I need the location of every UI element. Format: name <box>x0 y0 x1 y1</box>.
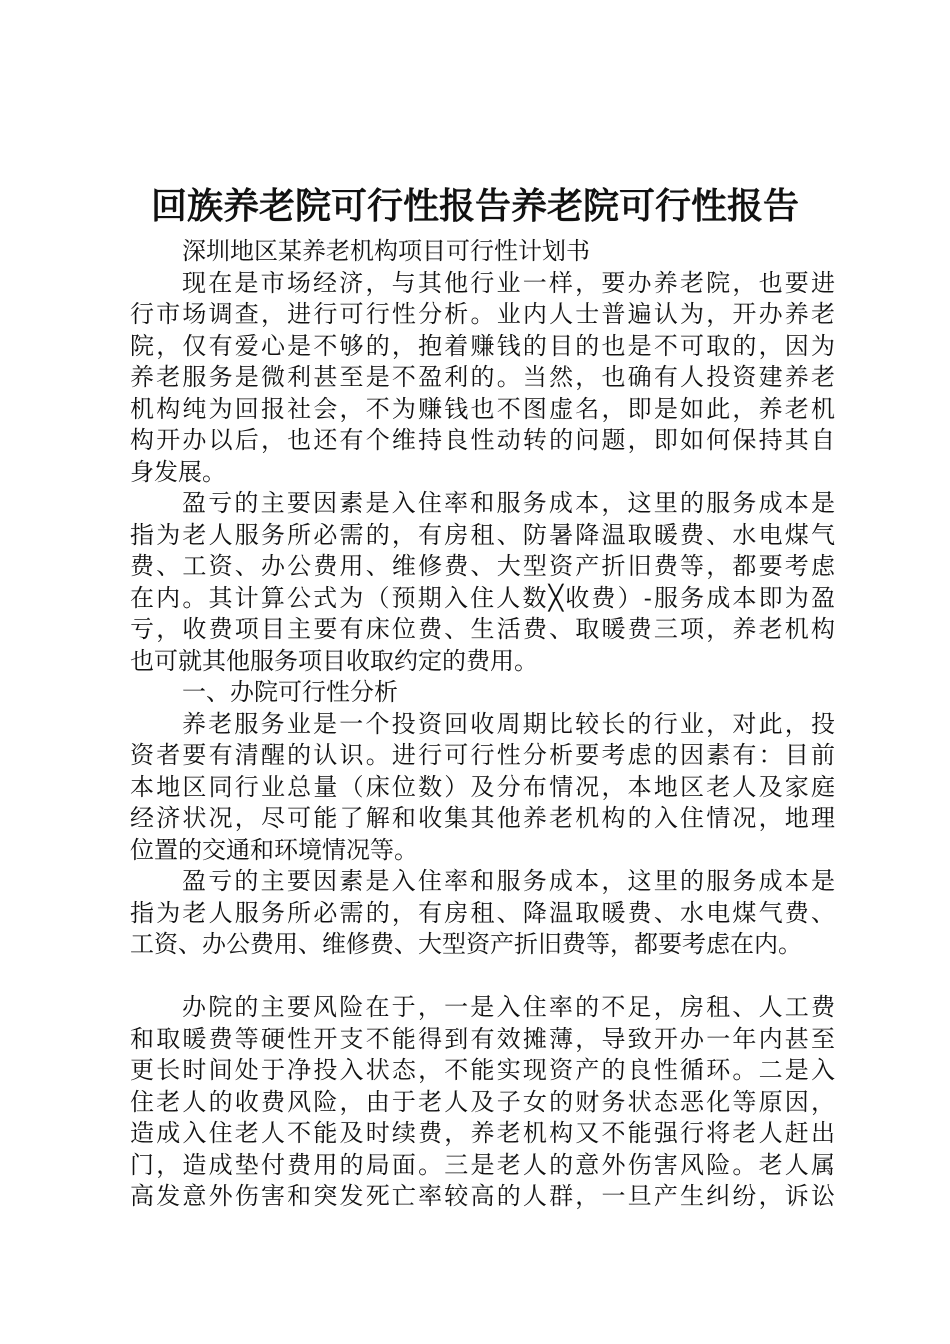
text-line: 位置的交通和环境情况等。 <box>130 835 418 864</box>
text-line: 行市场调查，进行可行性分析。业内人士普遍认为，开办养老 <box>130 300 835 328</box>
text-line: 亏，收费项目主要有床位费、生活费、取暖费三项，养老机构 <box>130 615 835 643</box>
text-line: 现在是市场经济，与其他行业一样，要办养老院，也要进 <box>182 268 835 297</box>
text-line: 也可就其他服务项目收取约定的费用。 <box>130 646 538 675</box>
document-title: 回族养老院可行性报告养老院可行性报告 <box>150 186 799 227</box>
text-line: 资者要有清醒的认识。进行可行性分析要考虑的因素有：目前 <box>130 741 835 769</box>
text-line: 构开办以后，也还有个维持良性动转的问题，即如何保持其自 <box>130 426 835 454</box>
text-line: 工资、办公费用、维修费、大型资产折旧费等，都要考虑在内。 <box>130 930 802 958</box>
text-line: 指为老人服务所必需的，有房租、防暑降温取暖费、水电煤气 <box>130 520 835 549</box>
text-line: 办院的主要风险在于，一是入住率的不足，房租、人工费 <box>182 993 835 1021</box>
text-line: 更长时间处于净投入状态，不能实现资产的良性循环。二是入 <box>130 1056 835 1084</box>
text-line: 盈亏的主要因素是入住率和服务成本，这里的服务成本是 <box>182 867 835 895</box>
text-line: 养老服务是微利甚至是不盈利的。当然，也确有人投资建养老 <box>130 363 835 391</box>
text-line: 高发意外伤害和突发死亡率较高的人群，一旦产生纠纷，诉讼 <box>130 1182 835 1210</box>
document-body <box>130 236 835 1213</box>
text-line: 经济状况，尽可能了解和收集其他养老机构的入住情况，地理 <box>130 804 835 832</box>
text-line: 院，仅有爱心是不够的，抱着赚钱的目的也是不可取的，因为 <box>130 331 835 360</box>
blank-line <box>130 961 835 993</box>
text-line: 本地区同行业总量（床位数）及分布情况，本地区老人及家庭 <box>130 772 835 801</box>
section-heading: 一、办院可行性分析 <box>182 678 398 706</box>
text-line: 盈亏的主要因素是入住率和服务成本，这里的服务成本是 <box>182 489 835 517</box>
text-line: 养老服务业是一个投资回收周期比较长的行业，对此，投 <box>182 709 835 738</box>
subtitle-line: 深圳地区某养老机构项目可行性计划书 <box>182 237 590 265</box>
text-line: 和取暖费等硬性开支不能得到有效摊薄，导致开办一年内甚至 <box>130 1024 835 1053</box>
text-line: 住老人的收费风险，由于老人及子女的财务状态恶化等原因， <box>130 1087 835 1116</box>
text-line: 机构纯为回报社会，不为赚钱也不图虚名，即是如此，养老机 <box>130 394 835 423</box>
text-line: 在内。其计算公式为（预期入住人数╳收费）-服务成本即为盈 <box>130 583 835 612</box>
text-line: 指为老人服务所必需的，有房租、降温取暖费、水电煤气费、 <box>130 898 835 927</box>
text-line: 造成入住老人不能及时续费，养老机构又不能强行将老人赶出 <box>130 1119 835 1147</box>
text-line: 费、工资、办公费用、维修费、大型资产折旧费等，都要考虑 <box>130 552 835 580</box>
text-line: 身发展。 <box>130 457 226 486</box>
text-line: 门，造成垫付费用的局面。三是老人的意外伤害风险。老人属 <box>130 1150 835 1179</box>
